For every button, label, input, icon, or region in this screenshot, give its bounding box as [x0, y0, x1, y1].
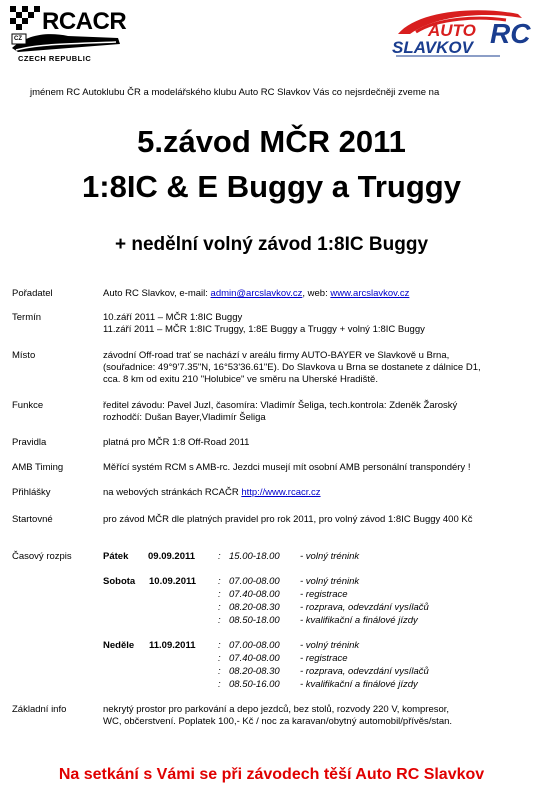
venue-line-2: (souřadnice: 49°9'7.35"N, 16°53'36.61"E). Do Slavkova u Brna se dostanete z dálnice D1,: [103, 362, 481, 373]
schedule-date-saturday: 10.09.2011: [149, 576, 197, 587]
schedule-desc: - rozprava, odevzdání vysílačů: [300, 602, 429, 613]
event-title: 5.závod MČR 2011: [137, 124, 406, 159]
event-categories: 1:8IC & E Buggy a Truggy: [82, 169, 461, 204]
schedule-day-friday: Pátek: [103, 551, 129, 562]
schedule-desc: - volný trénink: [300, 551, 360, 562]
rcacr-logo-cz: CZ: [14, 36, 22, 42]
schedule-time: 07.00-08.00: [229, 640, 280, 651]
date-line-2: 11.září 2011 – MČR 1:8IC Truggy, 1:8E Buggy a Truggy + volný 1:8IC Buggy: [103, 324, 425, 335]
basic-info-value: [103, 704, 535, 728]
schedule-desc: - volný trénink: [300, 640, 360, 651]
officials-label: Funkce: [12, 400, 44, 411]
basic-info-line-1: nekrytý prostor pro parkování a depo jezdců, bez stolů, rozvody 220 V, kompresor,: [103, 704, 450, 715]
venue-line-3: cca. 8 km od exitu 210 "Holubice" ve směru na Uherské Hradiště.: [103, 374, 378, 385]
fee-label: Startovné: [12, 514, 53, 525]
amb-label: AMB Timing: [12, 462, 64, 473]
fee-value: pro závod MČR dle platných pravidel pro rok 2011, pro volný závod 1:8IC Buggy 400 Kč: [103, 514, 473, 525]
logo-rc-text: RC: [490, 18, 531, 49]
schedule-colon: :: [218, 615, 221, 626]
rcacr-logo-text: RCACR: [42, 8, 127, 35]
basic-info-label: Základní info: [12, 704, 67, 715]
venue-value: [103, 350, 535, 386]
schedule-colon: :: [218, 666, 221, 677]
organizer-label: Pořadatel: [12, 288, 53, 299]
schedule-time: 08.20-08.30: [229, 666, 280, 677]
schedule-desc: - registrace: [300, 653, 348, 664]
schedule-time: 07.40-08.00: [229, 653, 280, 664]
venue-label: Místo: [12, 350, 36, 361]
schedule-time: 08.50-16.00: [229, 679, 280, 690]
logo-slavkov-text: SLAVKOV: [392, 38, 473, 57]
organizer-email-link[interactable]: admin@arcslavkov.cz: [210, 288, 303, 299]
rules-value: platná pro MČR 1:8 Off-Road 2011: [103, 437, 250, 448]
schedule-date-sunday: 11.09.2011: [149, 640, 196, 651]
schedule-colon: :: [218, 589, 221, 600]
schedule-colon: :: [218, 551, 221, 562]
footer-invitation: Na setkání s Vámi se při závodech těší Auto RC Slavkov: [58, 766, 485, 783]
schedule-colon: :: [218, 602, 221, 613]
schedule-colon: :: [218, 653, 221, 664]
officials-line-2: rozhodčí: Dušan Bayer,Vladimír Šeliga: [103, 412, 266, 423]
organizer-web-link[interactable]: www.arcslavkov.cz: [330, 288, 410, 299]
organizer-prefix: Auto RC Slavkov, e-mail:: [103, 288, 211, 299]
schedule-day-sunday: Neděle: [103, 640, 135, 651]
schedule-colon: :: [218, 576, 221, 587]
schedule-label: Časový rozpis: [12, 551, 72, 562]
organizer-mid: , web:: [302, 288, 331, 299]
amb-value: Měřící systém RCM s AMB-rc. Jezdci musejí mít osobní AMB personální transpondéry !: [103, 462, 471, 473]
schedule-desc: - kvalifikační a finálové jízdy: [300, 679, 418, 690]
rules-label: Pravidla: [12, 437, 47, 448]
date-value: [103, 312, 535, 336]
registration-prefix: na webových stránkách RCAČR: [103, 487, 242, 498]
registration-label: Přihlášky: [12, 487, 51, 498]
schedule-colon: :: [218, 640, 221, 651]
schedule-desc: - rozprava, odevzdání vysílačů: [300, 666, 429, 677]
rcacr-logo-subtitle: CZECH REPUBLIC: [18, 54, 92, 63]
schedule-desc: - kvalifikační a finálové jízdy: [300, 615, 418, 626]
organizer-value: [103, 288, 535, 300]
logo-auto-text: AUTO: [428, 21, 476, 40]
date-label: Termín: [12, 312, 42, 323]
intro-text: jménem RC Autoklubu ČR a modelářského klubu Auto RC Slavkov Vás co nejsrdečněji zveme na: [30, 87, 440, 98]
schedule-time: 07.40-08.00: [229, 589, 280, 600]
officials-value: [103, 400, 535, 424]
schedule-time: 08.50-18.00: [229, 615, 280, 626]
schedule-colon: :: [218, 679, 221, 690]
registration-value: [103, 487, 535, 499]
rcacr-logo: [8, 4, 126, 66]
schedule-date-friday: 09.09.2011: [148, 551, 196, 562]
officials-line-1: ředitel závodu: Pavel Juzl, časomíra: Vladimír Šeliga, tech.kontrola: Zdeněk Žaroský: [103, 400, 458, 411]
registration-link[interactable]: http://www.rcacr.cz: [241, 487, 321, 498]
schedule-time: 15.00-18.00: [229, 551, 280, 562]
schedule-day-saturday: Sobota: [103, 576, 136, 587]
schedule-time: 08.20-08.30: [229, 602, 280, 613]
event-subtitle: + nedělní volný závod 1:8IC Buggy: [114, 234, 429, 255]
schedule-desc: - volný trénink: [300, 576, 360, 587]
auto-rc-slavkov-logo: [388, 4, 536, 66]
basic-info-line-2: WC, občerstvení. Poplatek 100,- Kč / noc za karavan/obytný automobil/přívěs/stan.: [103, 716, 453, 727]
venue-line-1: závodní Off-road trať se nachází v areálu firmy AUTO-BAYER ve Slavkově u Brna,: [103, 350, 450, 361]
schedule-time: 07.00-08.00: [229, 576, 280, 587]
schedule-desc: - registrace: [300, 589, 348, 600]
date-line-1: 10.září 2011 – MČR 1:8IC Buggy: [103, 312, 243, 323]
